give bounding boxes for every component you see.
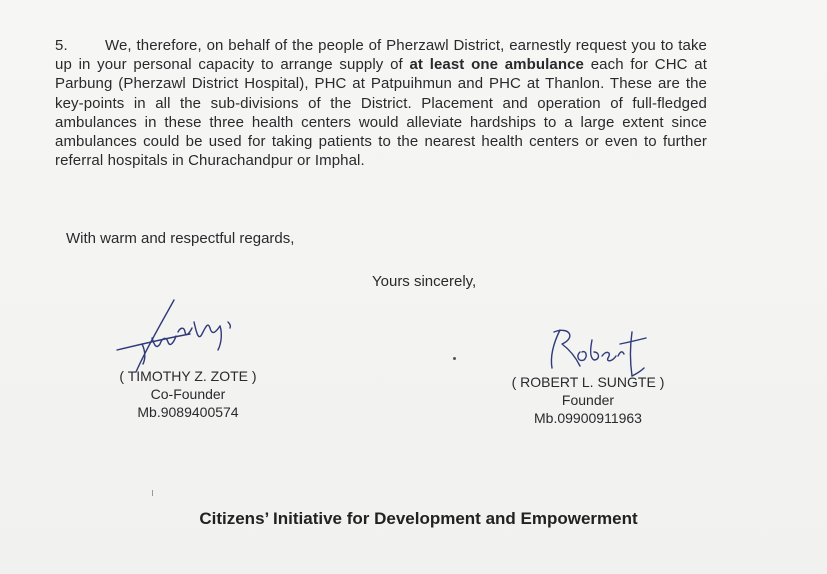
organization-footer <box>0 509 827 529</box>
signatory-timothy <box>88 367 288 421</box>
organization-name: Citizens’ Initiative for Development and Empowerment <box>199 509 638 528</box>
ink-dot <box>453 357 456 360</box>
paragraph-text-end: each for CHC at Parbung (Pherzawl District Hospital), PHC at Patpuihmun and PHC at Thanlon. These are the key-points in all the sub-divisions of the District. Placement and operation of full-fledged ambulances in these three health centers would alleviate hardships to a large extent since ambulances could be used for taking patients to the nearest health centers or even to further referral hospitals in Churachandpur or Imphal. <box>55 56 708 170</box>
signatory-phone: Mb.9089400574 <box>137 404 239 420</box>
paragraph-bold-request: at least one ambulance <box>409 56 585 74</box>
paper-mark <box>152 490 153 496</box>
signatory-title: Founder <box>561 392 615 408</box>
signatory-title: Co-Founder <box>150 386 226 402</box>
paragraph-text-start: We, therefore, on behalf of the people of Pherzawl District, earnestly request you to take up in your personal capacity to arrange supply of <box>55 37 707 74</box>
paragraph-number: 5. <box>55 37 68 54</box>
signature-timothy <box>112 292 242 377</box>
signatory-name: ( ROBERT L. SUNGTE ) <box>511 374 665 390</box>
closing-line: Yours sincerely, <box>372 273 477 290</box>
signatory-robert <box>488 373 688 427</box>
signatory-name: ( TIMOTHY Z. ZOTE ) <box>119 368 257 384</box>
regards-line: With warm and respectful regards, <box>66 230 295 247</box>
paragraph-5 <box>55 36 707 170</box>
signatory-phone: Mb.09900911963 <box>534 410 642 426</box>
